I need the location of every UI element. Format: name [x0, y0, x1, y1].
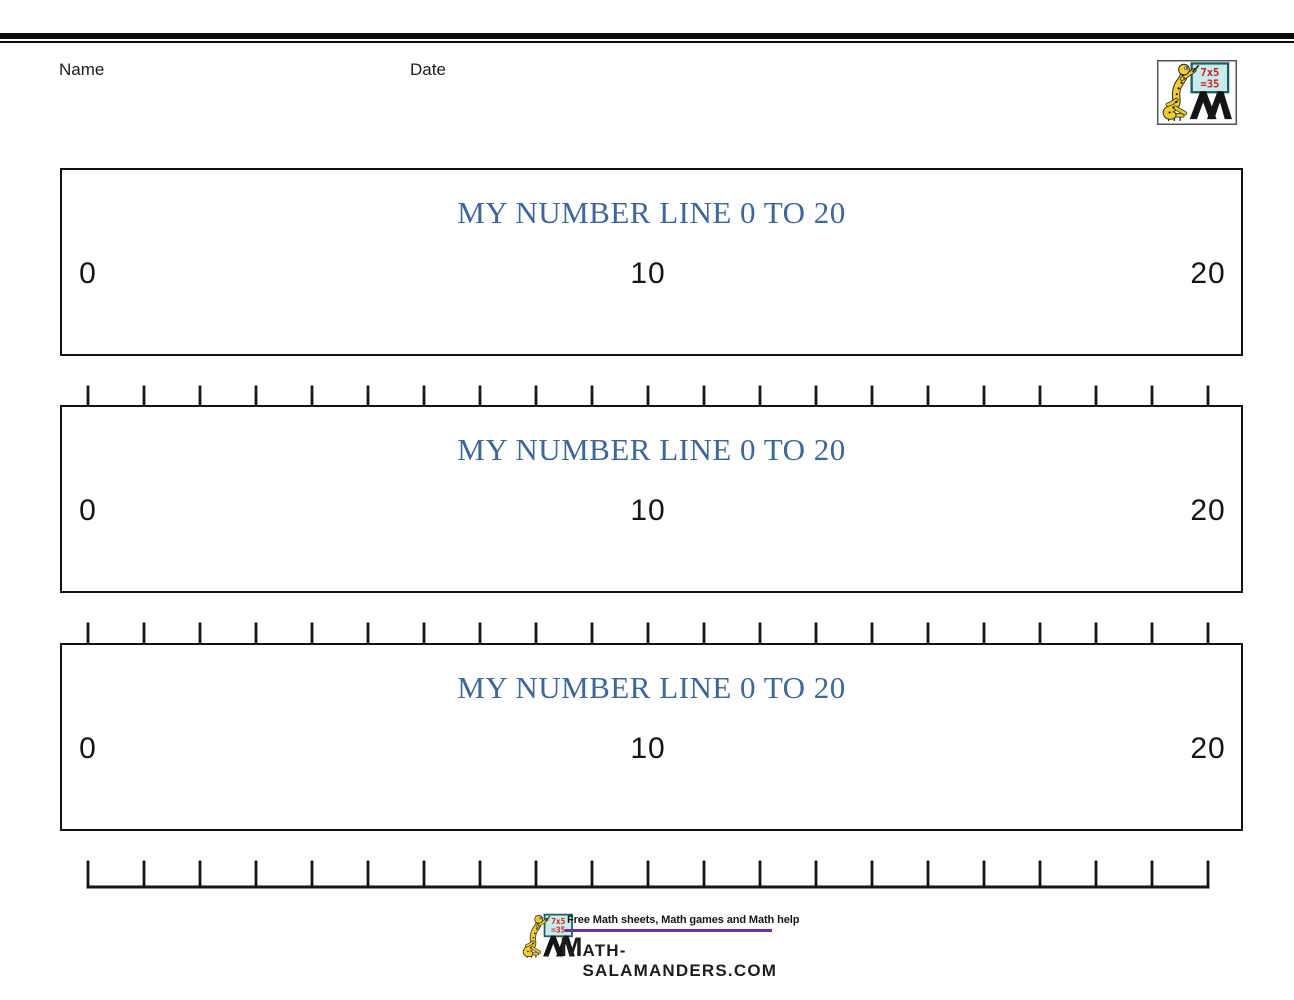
number-line — [79, 732, 1226, 801]
number-line-labels — [79, 494, 1226, 529]
panel-title: MY NUMBER LINE 0 TO 20 — [457, 195, 846, 230]
worksheet-panel — [60, 168, 1243, 356]
number-line — [79, 494, 1226, 563]
tick-label-10: 10 — [630, 494, 666, 527]
footer-tagline: Free Math sheets, Math games and Math help — [567, 914, 800, 926]
tick-label-10: 10 — [630, 732, 666, 765]
footer-brand — [560, 932, 780, 981]
tick-label-20: 20 — [1190, 732, 1226, 765]
number-line-labels — [79, 257, 1226, 292]
tick-label-0: 0 — [79, 732, 97, 765]
worksheet-panel — [60, 643, 1243, 831]
date-label: Date — [410, 60, 446, 79]
name-label: Name — [59, 60, 105, 79]
panel-title: MY NUMBER LINE 0 TO 20 — [457, 670, 846, 705]
number-line-labels — [79, 732, 1226, 767]
tick-label-0: 0 — [79, 257, 97, 290]
footer-brand-rest: ATH-SALAMANDERS.COM — [582, 941, 778, 980]
panel-title: MY NUMBER LINE 0 TO 20 — [457, 432, 846, 467]
number-line — [79, 257, 1226, 326]
worksheet-panel — [60, 405, 1243, 593]
top-divider — [0, 33, 1294, 43]
footer — [520, 908, 800, 980]
number-line-ticks — [86, 859, 1210, 889]
tick-label-20: 20 — [1190, 257, 1226, 290]
tick-label-10: 10 — [630, 257, 666, 290]
tick-label-20: 20 — [1190, 494, 1226, 527]
math-salamanders-logo — [1157, 60, 1237, 125]
tick-label-0: 0 — [79, 494, 97, 527]
footer-brand-m: M — [560, 932, 583, 962]
